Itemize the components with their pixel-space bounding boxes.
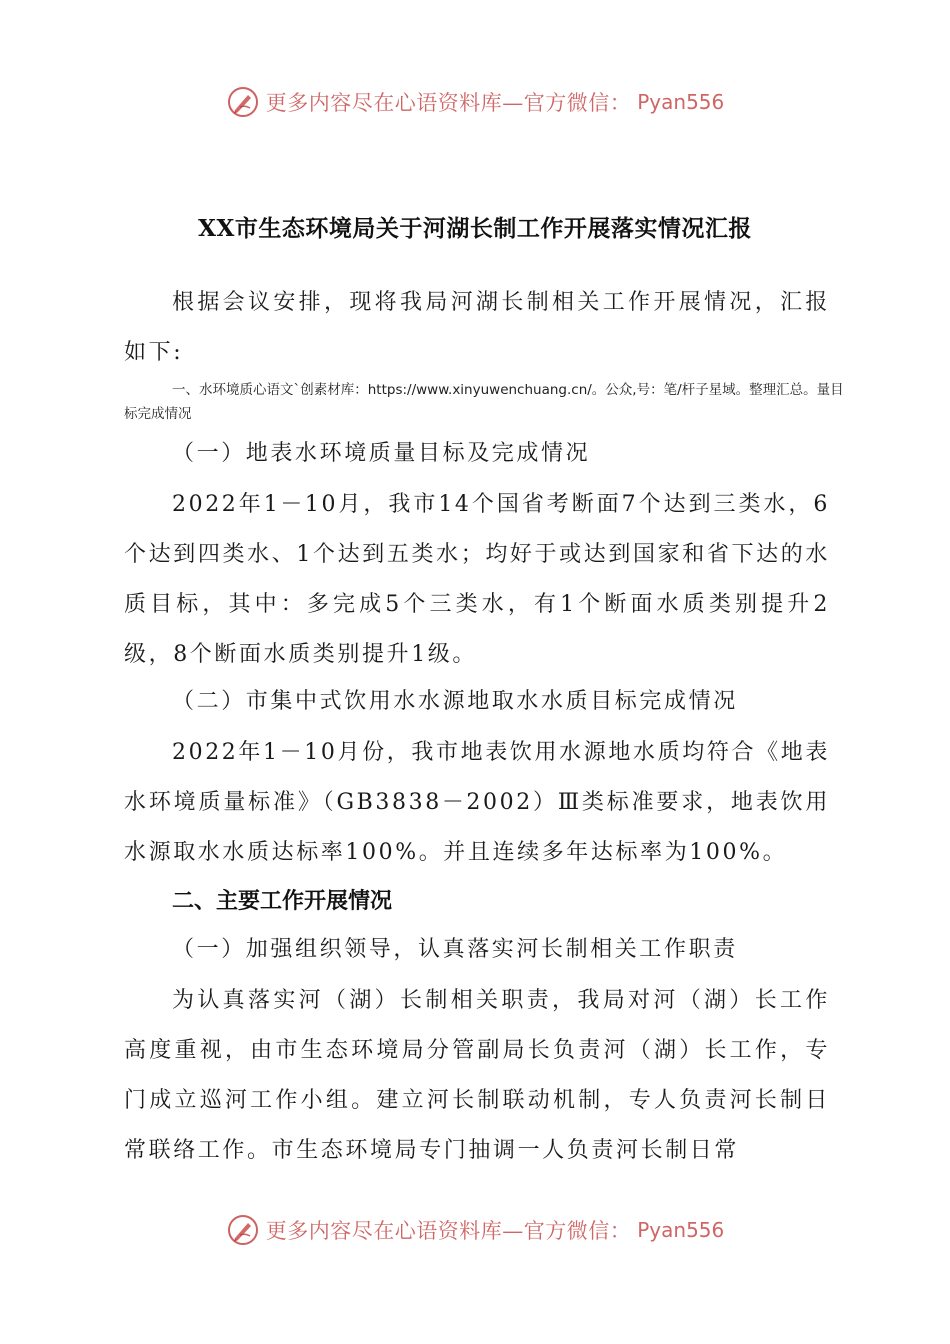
watermark-text: 更多内容尽在心语资料库—官方微信：: [265, 1219, 632, 1243]
watermark-wechat-id: Pyan556: [637, 90, 725, 114]
document-title: XX市生态环境局关于河湖长制工作开展落实情况汇报: [198, 215, 752, 242]
source-note: 一、水环境质心语文`创素材库：https://www.xinyuwenchuang.cn/。公众,号：笔/杆子星域。整理汇总。量目标完成情况: [124, 382, 844, 422]
watermark-text: 更多内容尽在心语资料库—官方微信：: [265, 91, 632, 115]
pen-logo-icon: [226, 85, 260, 119]
subheading-surface-water: （一）地表水环境质量目标及完成情况: [172, 441, 591, 466]
paragraph-drinking-water: 2022年1－10月份，我市地表饮用水源地水质均符合《地表水环境质量标准》（GB3838－2002）Ⅲ类标准要求，地表饮用水源取水水质达标率100%。并且连续多年达标率为100%。: [124, 740, 830, 865]
watermark-wechat-id: Pyan556: [637, 1218, 725, 1242]
subheading-organization: （一）加强组织领导，认真落实河长制相关工作职责: [172, 937, 738, 962]
paragraph-surface-water: 2022年1－10月，我市14个国省考断面7个达到三类水，6个达到四类水、1个达到五类水；均好于或达到国家和省下达的水质目标，其中：多完成5个三类水，有1个断面水质类别提升2级，8个断面水质类别提升1级。: [124, 492, 830, 667]
section-heading-main-work: 二、主要工作开展情况: [172, 889, 393, 914]
watermark-header: [0, 84, 950, 120]
paragraph-organization: 为认真落实河（湖）长制相关职责，我局对河（湖）长工作高度重视，由市生态环境局分管副局长负责河（湖）长工作，专门成立巡河工作小组。建立河长制联动机制，专人负责河长制日常联络工作。市生态环境局专门抽调一人负责河长制日常: [124, 988, 830, 1163]
subheading-drinking-water: （二）市集中式饮用水水源地取水水质目标完成情况: [172, 689, 738, 714]
watermark-footer: [0, 1212, 950, 1248]
pen-logo-icon: [226, 1213, 260, 1247]
intro-paragraph: 根据会议安排，现将我局河湖长制相关工作开展情况，汇报如下:: [124, 290, 830, 365]
